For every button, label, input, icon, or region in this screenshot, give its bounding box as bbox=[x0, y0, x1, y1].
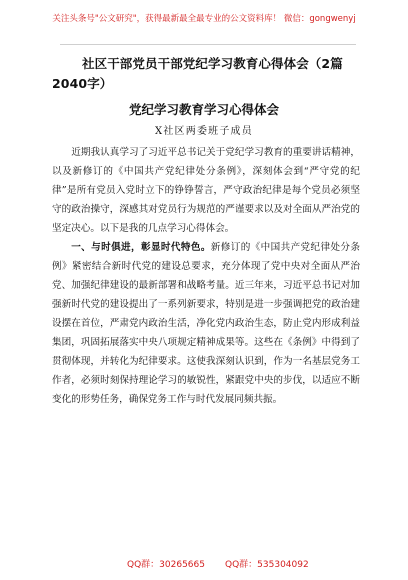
paragraph-text: 近期我认真学习了习近平总书记关于党纪学习教育的重要讲话精神，以及新修订的《中国共产党纪律处分条例》，深刻体会到“严守党的纪律”是所有党员入党时立下的铮铮誓言，严守政治纪律是每个党员必须坚守的政治操守，深感其对党员行为规范的严谨要求以及对全面从严治党的坚定决心。以下是我的几点学习心得体会。 bbox=[52, 147, 360, 234]
header-divider bbox=[60, 44, 356, 45]
paragraph-lead: 一、与时俱进，彰显时代特色。 bbox=[71, 242, 211, 253]
paragraph-text: 新修订的《中国共产党纪律处分条例》紧密结合新时代党的建设总要求，充分体现了党中央对全面从严治党、加强纪律建设的最新部署和战略考量。近三年来，习近平总书记对加强新时代党的建设提出了一系列新要求，特别是进一步强调把党的政治建设摆在首位，严肃党内政治生活，净化党内政治生态，防止党内形成利益集团，巩固拓展落实中央八项规定精神成果等。这些在《条例》中得到了贯彻体现，并转化为纪律要求。这使我深刻认识到，作为一名基层党务工作者，必须时刻保持理论学习的敏锐性，紧跟党中央的步伐，以适应不断变化的形势任务，确保党务工作与时代发展同频共振。 bbox=[52, 242, 360, 405]
body-paragraph bbox=[52, 143, 360, 238]
document-title: 社区干部党员干部党纪学习教育心得体会（2篇2040字） bbox=[52, 56, 343, 91]
section-title: 党纪学习教育学习心得体会 bbox=[128, 102, 279, 117]
author-line: X社区两委班子成员 bbox=[155, 126, 253, 137]
document-body bbox=[52, 143, 360, 409]
footer-qq-group-2: QQ群：535304092 bbox=[225, 560, 309, 570]
footer-qq-group-1: QQ群：30265665 bbox=[127, 560, 205, 570]
header-promo-note: 关注头条号"公文研究"，获得最新最全最专业的公文资料库！ 微信：gongwenyj bbox=[52, 14, 356, 24]
body-paragraph bbox=[52, 238, 360, 409]
